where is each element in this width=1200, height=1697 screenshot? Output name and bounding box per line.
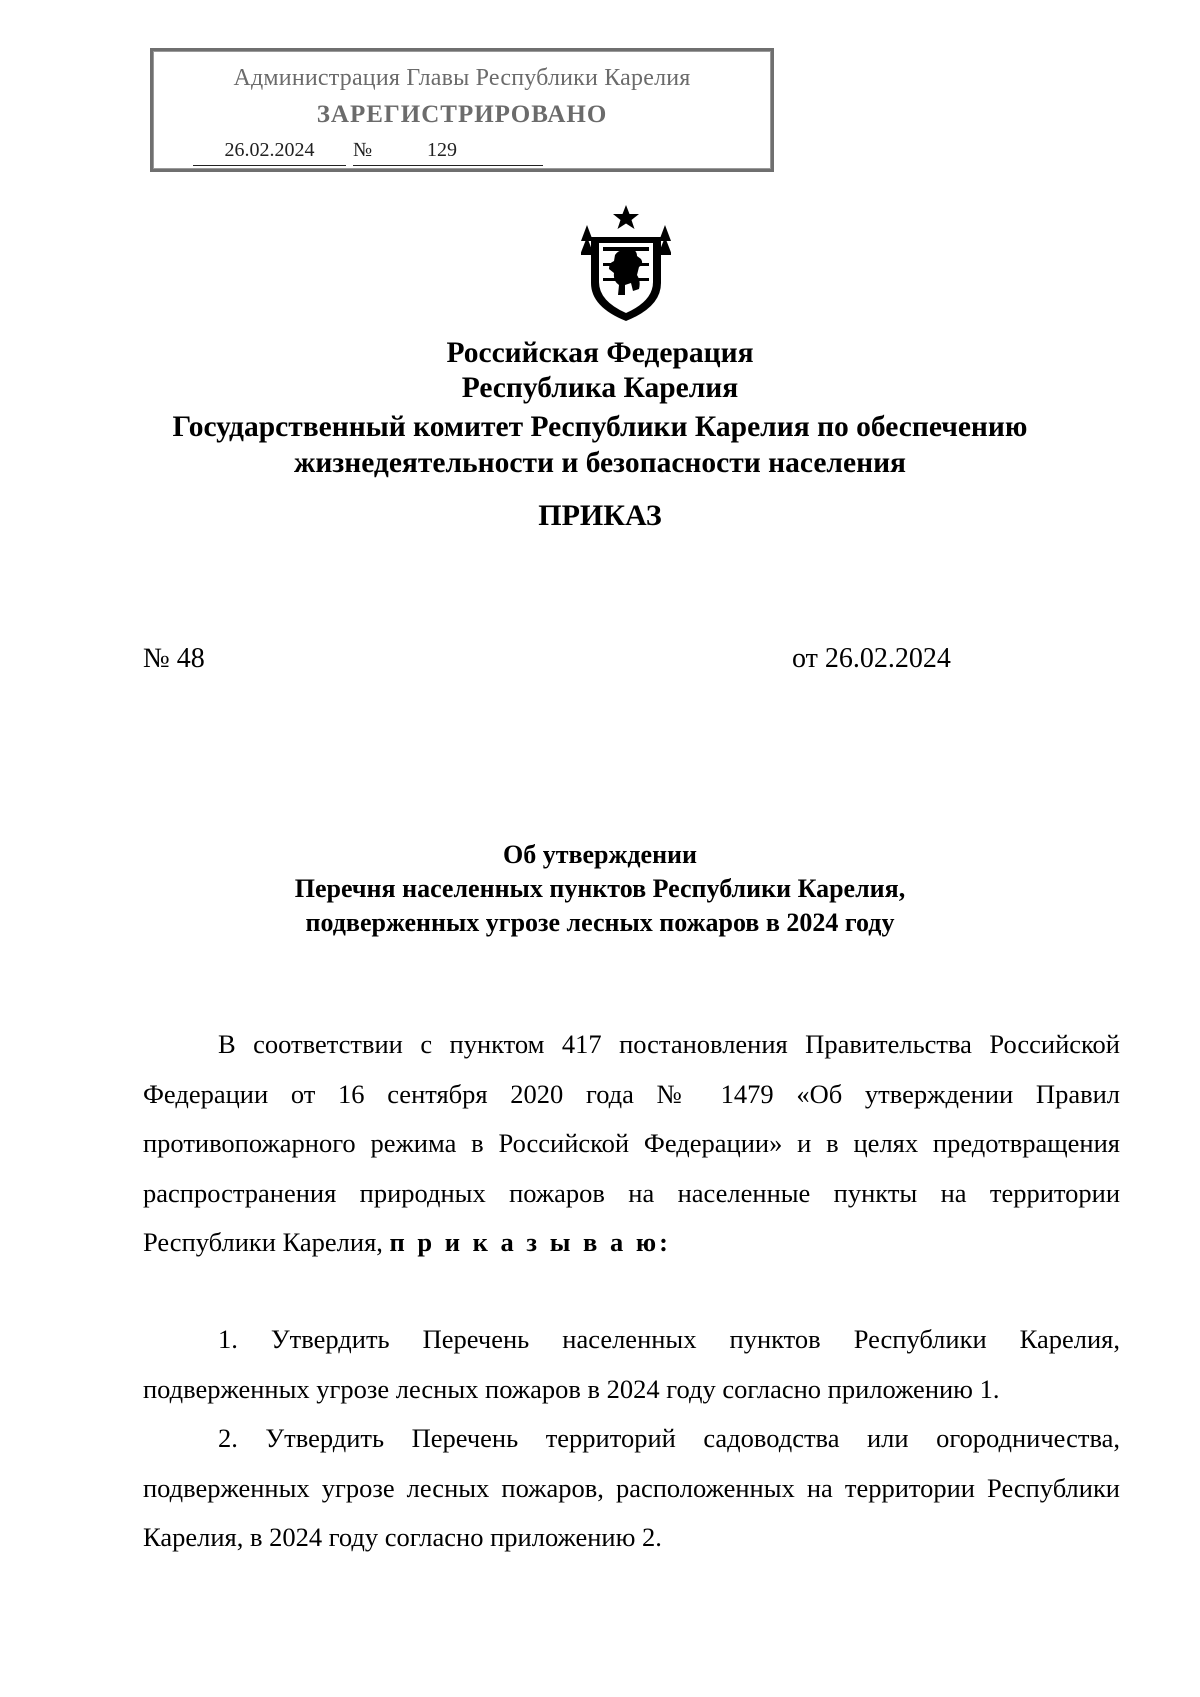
order-item-1: 1. Утвердить Перечень населенных пунктов Республики Карелия, подверженных угрозе лесных пожаров в 2024 году согласно приложению 1. [143,1324,1120,1404]
document-number: № 48 [143,643,205,674]
subject-line2: Перечня населенных пунктов Республики Карелия, [294,874,906,903]
subject-line1: Об утверждении [502,840,698,869]
document-title: ПРИКАЗ [538,499,662,532]
header-committee-line1: Государственный комитет Республики Карелия по обеспечению [172,411,1028,443]
stamp-authority: Администрация Главы Республики Карелия [233,65,691,91]
stamp-registered: ЗАРЕГИСТРИРОВАНО [316,101,608,128]
stamp-number-label: № [353,139,375,166]
header-country: Российская Федерация [446,337,754,369]
subject-line3: подверженных угрозе лесных пожаров в 2024 году [305,908,895,937]
emblem-star [613,205,639,229]
stamp-date: 26.02.2024 [193,139,346,166]
stamp-registration-row [193,139,753,169]
preamble-paragraph [143,1020,1120,1268]
karelia-coat-of-arms-icon [581,203,671,325]
preamble-text: В соответствии с пунктом 417 постановления Правительства Российской Федерации от 16 сентября 2020 года № 1479 «Об утверждении Правил противопожарного режима в Российской Федерации» и в целях предотвращения распространения природных пожаров на населенные пункты на территории Республики Карелия, [143,1029,1120,1257]
document-date: от 26.02.2024 [792,643,951,674]
order-item-2: 2. Утвердить Перечень территорий садоводства или огородничества, подверженных угрозе лесных пожаров, расположенных на территории Республики Карелия, в 2024 году согласно приложению 2. [143,1423,1120,1552]
header-committee-line2: жизнедеятельности и безопасности населения [293,447,907,479]
header-republic: Республика Карелия [461,372,739,404]
order-word: п р и к а з ы в а ю: [389,1227,671,1257]
stamp-number: 129 [375,139,543,166]
registration-stamp [150,48,774,172]
